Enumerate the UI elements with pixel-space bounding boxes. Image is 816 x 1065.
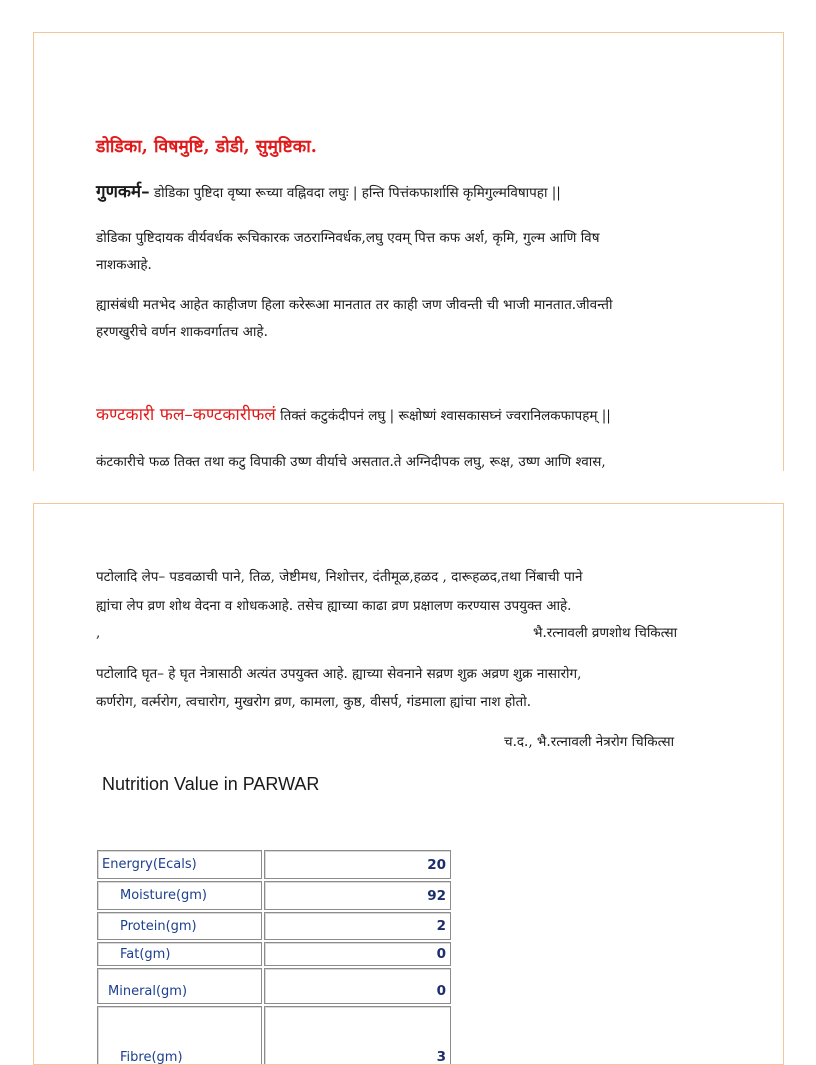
paragraph-2-line-1: ह्यासंबंधी मतभेद आहेत काहीजण हिला करेरूआ मानतात तर काही जण जीवन्ती ची भाजी मानतात.जीवन्ती	[96, 297, 613, 313]
paragraph-1-line-1: डोडिका पुष्टिदायक वीर्यवर्धक रूचिकारक जठराग्निवर्धक,लघु एवम् पित्त कफ अर्श, कृमि, गुल्म आणि विष	[96, 230, 600, 246]
table-row	[97, 1006, 451, 1065]
nutrient-label: Fat(gm)	[97, 942, 262, 966]
table-row	[97, 912, 451, 940]
table-row	[97, 850, 451, 879]
nutrient-label: Mineral(gm)	[97, 968, 262, 1004]
table-row	[97, 881, 451, 910]
nutrient-label: Fibre(gm)	[97, 1006, 262, 1065]
page-title: डोडिका, विषमुष्टि, डोडी, सुमुष्टिका.	[96, 137, 317, 157]
page-two	[33, 503, 784, 1065]
nutrient-label: Protein(gm)	[97, 912, 262, 940]
nutrition-title: Nutrition Value in PARWAR	[102, 774, 320, 794]
gunkarma-text: डोडिका पुष्टिदा वृष्या रूच्या वह्निवदा लघुः | हन्ति पित्तंकफार्शासि कृमिगुल्मविषापहा ||	[153, 185, 561, 201]
nutrient-value: 92	[264, 881, 451, 910]
nutrient-value: 3	[264, 1006, 451, 1065]
ghrit-reference: च.द., भै.रत्नावली नेत्ररोग चिकित्सा	[504, 734, 675, 750]
paragraph-3-line-1: कंटकारीचे फळ तिक्त तथा कटु विपाकी उष्ण वीर्याचे असतात.ते अग्निदीपक लघु, रूक्ष, उष्ण आणि श्वास,	[96, 454, 606, 470]
lep-line-1: पटोलादि लेप– पडवळाची पाने, तिळ, जेष्टीमध, निशोत्तर, दंतीमूळ,हळद , दारूहळद,तथा निंबाची पाने	[96, 569, 583, 585]
lep-comma: ,	[96, 625, 101, 641]
nutrient-label: Energry(Ecals)	[97, 850, 262, 879]
paragraph-2-line-2: हरणखुरीचे वर्णन शाकवर्गातच आहे.	[96, 324, 268, 340]
lep-line-2: ह्यांचा लेप व्रण शोथ वेदना व शोधकआहे. तसेच ह्याच्या काढा व्रण प्रक्षालण करण्यास उपयुक्त आहे.	[96, 598, 572, 614]
nutrient-value: 0	[264, 968, 451, 1004]
nutrition-table	[95, 848, 453, 1065]
nutrient-value: 2	[264, 912, 451, 940]
kantakari-text: तिक्तं कटुकंदीपनं लघु | रूक्षोष्णं श्वासकासघ्नं ज्वरानिलकफापहम् ||	[280, 408, 611, 424]
gunkarma-label: गुणकर्म–	[96, 182, 150, 202]
ghrit-line-2: कर्णरोग, वर्त्मरोग, त्वचारोग, मुखरोग व्रण, कामला, कुष्ठ, वीसर्प, गंडमाला ह्यांचा नाश होतो.	[96, 694, 532, 710]
page-one	[33, 32, 784, 471]
kantakari-label: कण्टकारी फल–कण्टकारीफलं	[96, 405, 276, 425]
gunkarma-line	[96, 183, 561, 202]
table-row	[97, 942, 451, 966]
nutrient-value: 0	[264, 942, 451, 966]
paragraph-1-line-2: नाशकआहे.	[96, 257, 152, 273]
nutrient-value: 20	[264, 850, 451, 879]
table-row	[97, 968, 451, 1004]
ghrit-line-1: पटोलादि घृत– हे घृत नेत्रासाठी अत्यंत उपयुक्त आहे. ह्याच्या सेवनाने सव्रण शुक्र अव्रण शुक्र नासारोग,	[96, 666, 582, 682]
lep-reference: भै.रत्नावली व्रणशोथ चिकित्सा	[533, 625, 678, 641]
kantakari-line	[96, 406, 611, 425]
nutrient-label: Moisture(gm)	[97, 881, 262, 910]
